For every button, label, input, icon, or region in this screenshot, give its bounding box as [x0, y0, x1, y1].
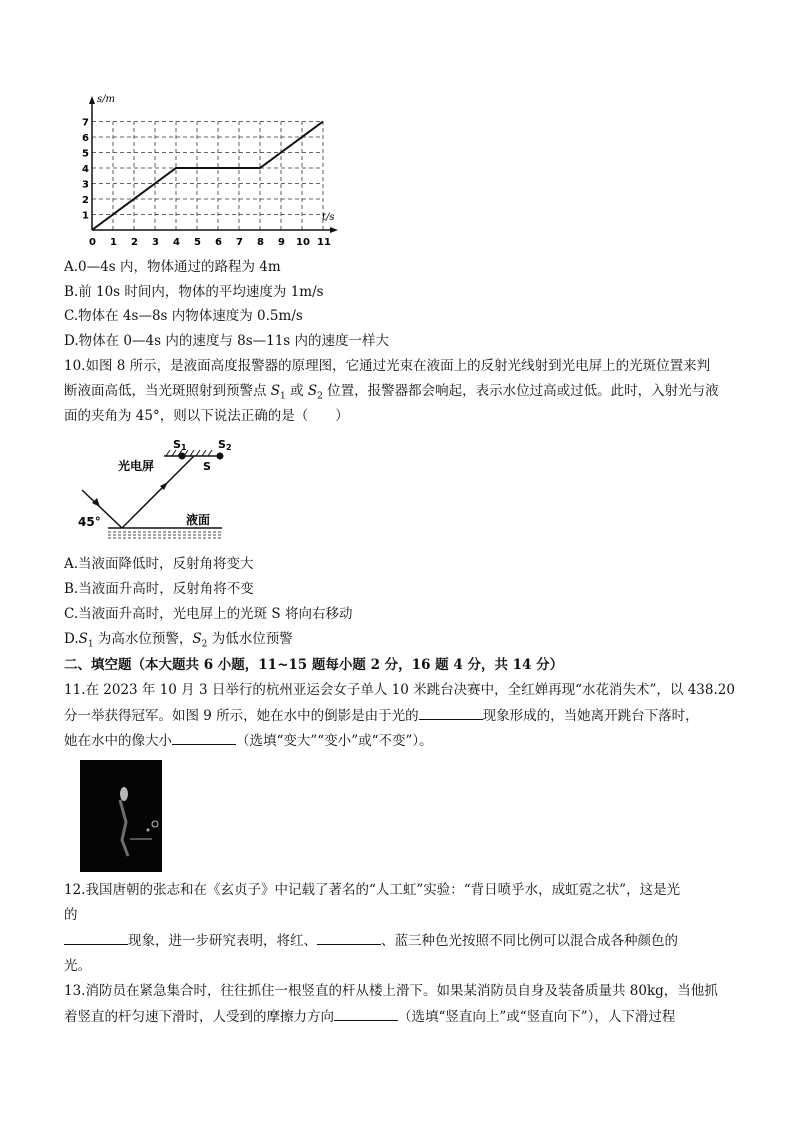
x-tick-label: 11 — [317, 237, 331, 248]
q12-blank-1[interactable] — [64, 930, 128, 945]
q12-line2: 的 — [64, 907, 78, 923]
x-tick-label: 0 — [89, 237, 96, 248]
y-tick-label: 7 — [82, 117, 89, 129]
q11-line1: 11.在 2023 年 10 月 3 日举行的杭州亚运会女子单人 10 米跳台决赛中，全红婵再现“水花消失术”，以 438.20 — [64, 682, 735, 698]
x-tick-label: 5 — [194, 237, 201, 248]
q10-option-d: $D.S_1$ 为高水位预警，$S_2$ 为低水位预警 — [64, 631, 293, 650]
s1-point — [179, 453, 186, 460]
y-tick-label: 2 — [82, 195, 89, 206]
q11-blank-1[interactable] — [419, 705, 483, 720]
x-tick-label: 9 — [278, 237, 285, 248]
x-axis-arrow — [330, 227, 338, 233]
angle-label: 45° — [78, 515, 101, 529]
x-tick-label: 7 — [236, 237, 243, 248]
x-tick-label: 6 — [215, 237, 222, 248]
q10-stem-line3: 面的夹角为 45°，则以下说法正确的是（ ） — [64, 408, 349, 424]
y-tick-label: 1 — [82, 210, 89, 222]
q11-line3: 她在水中的像大小 （选填“变大”“变小”或“不变”）。 — [64, 730, 433, 751]
q10-option-b: B.当液面升高时，反射角将不变 — [64, 581, 254, 597]
s-label: S — [203, 460, 211, 473]
q10-option-a: A.当液面降低时，反射角将变大 — [64, 556, 254, 572]
s1-label: S1 — [173, 438, 187, 452]
chart-grid — [92, 122, 323, 231]
q11-line2: 分一举获得冠军。如图 9 所示，她在水中的倒影是由于光的 现象形成的，当她离开跳台下落时， — [64, 705, 699, 726]
q9-option-a: A.0—4s 内，物体通过的路程为 4m — [64, 259, 281, 275]
q13-line2: 着竖直的杆匀速下滑时，人受到的摩擦力方向 （选填“竖直向上”或“竖直向下”），人下滑过程 — [64, 1006, 675, 1027]
series-line — [92, 122, 323, 231]
x-tick-label: 3 — [152, 237, 159, 248]
q12-line3: 现象，进一步研究表明，将红、 、蓝三种色光按照不同比例可以混合成各种颜色的 — [64, 930, 678, 951]
y-tick-label: 3 — [82, 179, 89, 191]
q11-blank-2[interactable] — [172, 730, 236, 745]
q10-stem-line1: 10.如图 8 所示，是液面高度报警器的原理图，它通过光束在液面上的反射光线射到光电屏上的光斑位置来判 — [64, 358, 711, 374]
s2-point — [217, 453, 224, 460]
q10-option-c: C.当液面升高时，光电屏上的光斑 S 将向右移动 — [64, 606, 353, 622]
x-tick-label: 10 — [296, 237, 310, 248]
x-tick-label: 2 — [131, 237, 138, 248]
x-tick-label: 8 — [257, 237, 264, 248]
q9-option-c: C.物体在 4s—8s 内物体速度为 0.5m/s — [64, 308, 303, 324]
s2-label: S2 — [218, 438, 232, 452]
liquid-label: 液面 — [186, 513, 211, 527]
q13-blank-1[interactable] — [334, 1006, 398, 1021]
screen-label: 光电屏 — [118, 459, 155, 473]
x-tick-label: 4 — [173, 237, 180, 248]
incident-arrow — [92, 498, 100, 507]
y-tick-label: 5 — [82, 148, 89, 160]
q10-stem-line2: 断液面高低，当光斑照射到预警点 $S_1$ 或 $S_2$ 位置，报警器都会响起，表示水位过高或过低。此时，入射光与液 — [64, 383, 719, 402]
q12-line4: 光。 — [64, 958, 91, 974]
q9-option-d: D.物体在 0—4s 内的速度与 8s—11s 内的速度一样大 — [64, 333, 390, 349]
y-axis-arrow — [89, 96, 95, 104]
q9-option-b: B.前 10s 时间内，物体的平均速度为 1m/s — [64, 284, 324, 300]
x-tick-label: 1 — [110, 237, 117, 248]
x-axis-label: t/s — [322, 212, 335, 223]
y-tick-label: 6 — [82, 133, 89, 144]
liquid-level-alarm-diagram — [70, 434, 240, 554]
chart-axes — [89, 96, 338, 233]
y-axis-label: s/m — [97, 94, 115, 105]
q12-blank-2[interactable] — [317, 930, 381, 945]
section-title: 二、填空题（本大题共 6 小题，11~15 题每小题 2 分，16 题 4 分，共 14 分） — [64, 657, 564, 673]
q13-line1: 13.消防员在紧急集合时，往往抓住一根竖直的杆从楼上滑下。如果某消防员自身及装备质量共 80kg，当他抓 — [64, 983, 718, 999]
y-tick-label: 4 — [82, 164, 89, 175]
q12-line1: 12.我国唐朝的张志和在《玄贞子》中记载了著名的“人工虹”实验：“背日喷乎水，成虹霓之状”，这是光 — [64, 882, 681, 898]
diver-reflection-photo — [80, 760, 162, 872]
s-t-graph — [82, 92, 342, 252]
